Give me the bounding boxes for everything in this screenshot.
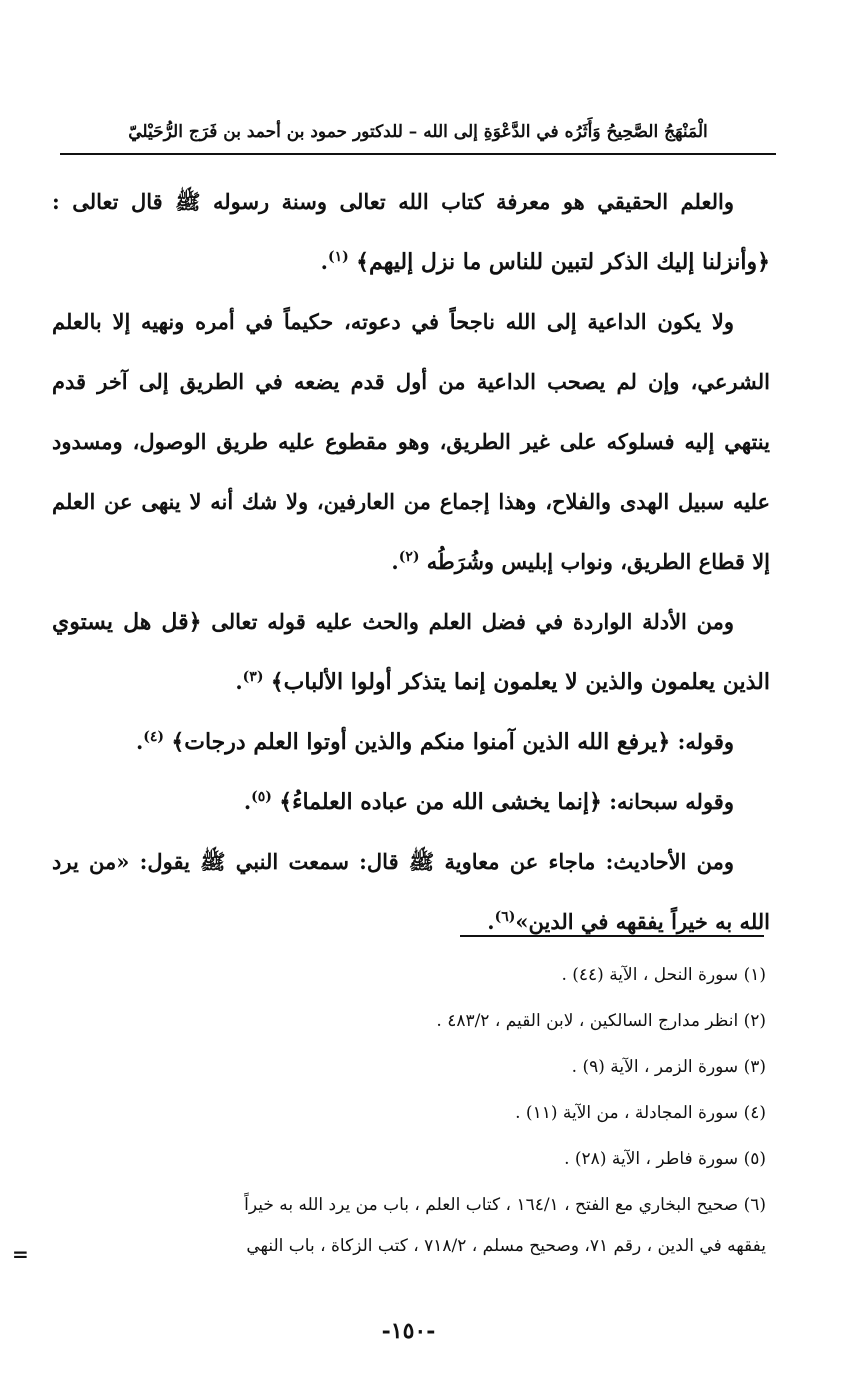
- paragraph-1-text: والعلم الحقيقي هو معرفة كتاب الله تعالى وسنة رسوله ﷺ قال تعالى :: [52, 189, 734, 214]
- footnote-4: (٤) سورة المجادلة ، من الآية (١١) .: [515, 1103, 766, 1123]
- footnote-3: (٣) سورة الزمر ، الآية (٩) .: [571, 1057, 766, 1077]
- footnote-5: (٥) سورة فاطر ، الآية (٢٨) .: [564, 1149, 766, 1169]
- footnote-ref-3: (٣): [242, 669, 264, 685]
- paragraph-4-end: .: [135, 729, 144, 754]
- paragraph-6-end: .: [487, 909, 495, 934]
- paragraph-6: [52, 832, 770, 952]
- footnote-1: (١) سورة النحل ، الآية (٤٤) .: [561, 965, 766, 985]
- paragraph-1-end: .: [320, 249, 328, 274]
- footnote-ref-1: (١): [327, 249, 349, 265]
- paragraph-5: [52, 772, 770, 832]
- footnote-ref-6: (٦): [494, 909, 516, 925]
- paragraph-1: [52, 172, 770, 292]
- paragraph-4-text: وقوله:: [677, 729, 734, 754]
- continuation-mark: =: [12, 1242, 29, 1266]
- header-rule: [60, 153, 776, 155]
- paragraph-6-text: ومن الأحاديث: ماجاء عن معاوية ﷺ قال: سمعت النبي ﷺ يقول: «من يرد الله به خيراً يفقهه في الدين»: [52, 849, 770, 934]
- paragraph-2: [52, 292, 770, 592]
- footnotes: [52, 952, 766, 1264]
- footnote-ref-2: (٢): [398, 549, 420, 565]
- footnote-ref-5: (٥): [251, 789, 272, 805]
- footnote-6-continued: يفقهه في الدين ، رقم ٧١، وصحيح مسلم ، ٧١٨/٢ ، كتب الزكاة ، باب النهي: [246, 1236, 766, 1256]
- paragraph-5-end: .: [243, 789, 252, 814]
- footnote-rule: [460, 935, 764, 937]
- paragraph-2-text: ولا يكون الداعية إلى الله ناجحاً في دعوته، حكيماً في أمره ونهيه إلا بالعلم الشرعي، وإن لم يصحب الداعية من أول قدم يضعه في الطريق إلى آخر قدم ينتهي إليه فسلوكه على غير الطريق، وهو مقطوع عليه طريق الوصول، ومسدود عليه سبيل الهدى والفلاح، وهذا إجماع من العارفين، ولا شك أنه لا ينهى عن العلم إلا قطاع الطريق، ونواب إبليس وشُرَطُه: [52, 309, 770, 574]
- main-text: [52, 172, 770, 952]
- paragraph-3-end: .: [235, 669, 243, 694]
- paragraph-5-text: وقوله سبحانه:: [609, 789, 734, 814]
- quran-verse-3: ﴿قل هل يستوي الذين يعلمون والذين لا يعلمون إنما يتذكر أولوا الألباب﴾: [52, 609, 770, 695]
- page-number: -١٥٠-: [381, 1318, 436, 1344]
- footnote-6: (٦) صحيح البخاري مع الفتح ، ١٦٤/١ ، كتاب العلم ، باب من يرد الله به خيراً: [244, 1195, 766, 1215]
- running-title: الْمَنْهَجُ الصَّحِيحُ وَأَثَرُه في الدَّعْوَةِ إلى الله – للدكتور حمود بن أحمد بن فَرَج الرُّحَيْليّ: [128, 122, 708, 142]
- paragraph-4: [52, 712, 770, 772]
- quran-verse-4: ﴿يرفع الله الذين آمنوا منكم والذين أوتوا العلم درجات﴾: [171, 729, 671, 755]
- quran-verse-1: ﴿وأنزلنا إليك الذكر لتبين للناس ما نزل إليهم﴾: [356, 249, 770, 275]
- paragraph-3: [52, 592, 770, 712]
- paragraph-3-text: ومن الأدلة الواردة في فضل العلم والحث عليه قوله تعالى: [211, 609, 735, 634]
- quran-verse-5: ﴿إنما يخشى الله من عباده العلماءُ﴾: [279, 789, 602, 815]
- paragraph-2-end: .: [391, 549, 399, 574]
- running-header: [62, 118, 774, 146]
- footnote-2: (٢) انظر مدارج السالكين ، لابن القيم ، ٤٨٣/٢ .: [436, 1011, 766, 1031]
- footnote-ref-4: (٤): [143, 729, 165, 745]
